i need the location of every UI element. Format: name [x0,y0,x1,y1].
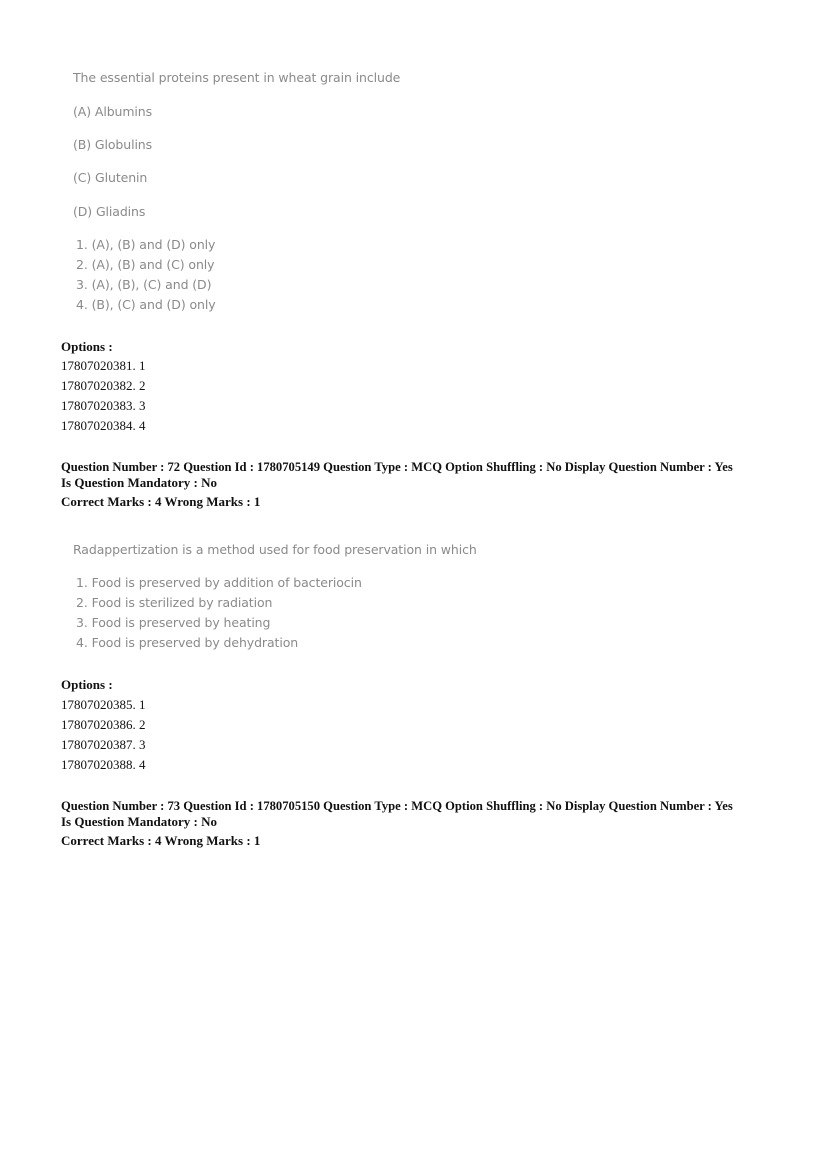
q71-statement-d: (D) Gliadins [73,204,146,219]
q72-meta-line1: Question Number : 72 Question Id : 1780705149 Question Type : MCQ Option Shuffling : No Display Question Number : Yes [61,460,733,474]
q72-options-label: Options : [61,677,113,692]
q71-choice-1: 1. (A), (B) and (D) only [76,237,216,252]
q71-choice-4: 4. (B), (C) and (D) only [76,297,216,312]
q71-statement-c: (C) Glutenin [73,170,148,185]
q71-statement-b: (B) Globulins [73,137,153,152]
q73-meta-line1: Question Number : 73 Question Id : 1780705150 Question Type : MCQ Option Shuffling : No Display Question Number : Yes [61,799,733,813]
q73-meta-line3: Correct Marks : 4 Wrong Marks : 1 [61,833,261,848]
q72-meta-line3: Correct Marks : 4 Wrong Marks : 1 [61,494,261,509]
q72-choice-3: 3. Food is preserved by heating [76,615,271,630]
q71-option-1: 17807020381. 1 [61,358,146,373]
q72-meta-line2: Is Question Mandatory : No [61,475,218,490]
q71-stem: The essential proteins present in wheat grain include [73,70,401,85]
q71-option-4: 17807020384. 4 [61,418,146,433]
q72-option-1: 17807020385. 1 [61,697,146,712]
q72-choice-2: 2. Food is sterilized by radiation [76,595,273,610]
q71-choice-2: 2. (A), (B) and (C) only [76,257,215,272]
q72-choice-4: 4. Food is preserved by dehydration [76,635,299,650]
q71-statement-a: (A) Albumins [73,104,153,119]
q71-option-2: 17807020382. 2 [61,378,146,393]
q72-choice-1: 1. Food is preserved by addition of bacteriocin [76,575,362,590]
q71-options-label: Options : [61,339,113,354]
q72-stem: Radappertization is a method used for food preservation in which [73,542,477,557]
q73-meta-line2: Is Question Mandatory : No [61,814,218,829]
q72-option-4: 17807020388. 4 [61,757,146,772]
q71-option-3: 17807020383. 3 [61,398,146,413]
q71-choice-3: 3. (A), (B), (C) and (D) [76,277,212,292]
q72-option-3: 17807020387. 3 [61,737,146,752]
q72-option-2: 17807020386. 2 [61,717,146,732]
